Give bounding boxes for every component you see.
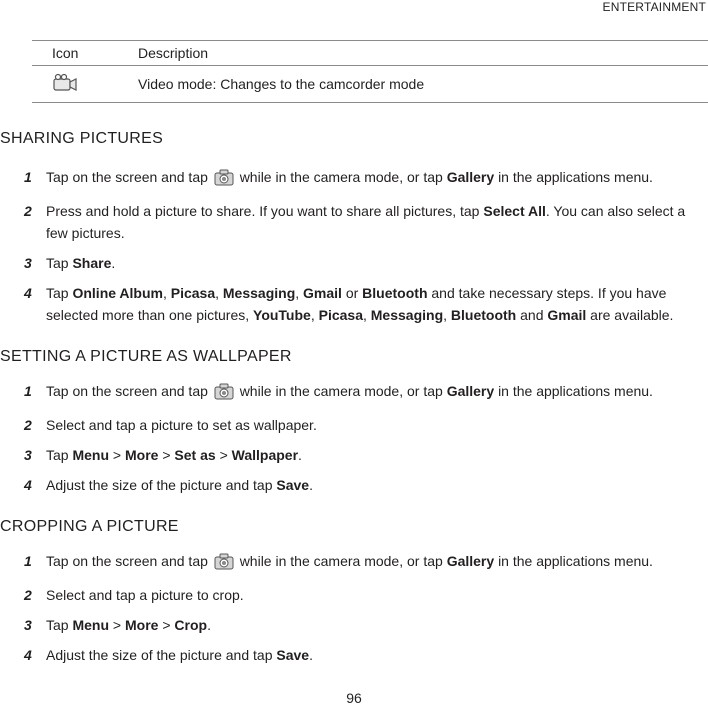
step-number: 2 xyxy=(24,417,32,433)
list-item: 2 Press and hold a picture to share. If you want to share all pictures, tap Select All. You can also select a few pictures. xyxy=(0,200,708,244)
section-title-cropping: CROPPING A PICTURE xyxy=(0,518,179,535)
list-item: 3 Tap Share. xyxy=(0,252,708,274)
list-item: 1 Tap on the screen and tap while in the camera mode, or tap Gallery in the applications menu. xyxy=(0,550,708,576)
camera-icon xyxy=(214,382,234,406)
list-item: 4 Adjust the size of the picture and tap Save. xyxy=(0,644,708,666)
step-number: 4 xyxy=(24,647,32,663)
icon-description-table xyxy=(32,40,708,103)
step-number: 4 xyxy=(24,285,32,301)
chapter-label: ENTERTAINMENT xyxy=(602,0,706,14)
camera-icon xyxy=(214,552,234,576)
column-header-icon: Icon xyxy=(32,41,138,66)
step-number: 3 xyxy=(24,255,32,271)
step-number: 3 xyxy=(24,447,32,463)
step-number: 4 xyxy=(24,477,32,493)
step-number: 1 xyxy=(24,383,32,399)
section-title-sharing: SHARING PICTURES xyxy=(0,130,164,147)
table-cell-description: Video mode: Changes to the camcorder mode xyxy=(138,66,708,103)
table-cell-icon xyxy=(32,66,138,103)
table-header-row xyxy=(32,41,708,66)
sharing-steps xyxy=(0,166,708,334)
list-item: 1 Tap on the screen and tap while in the camera mode, or tap Gallery in the applications menu. xyxy=(0,166,708,192)
list-item: 3 Tap Menu > More > Set as > Wallpaper. xyxy=(0,444,708,466)
column-header-description: Description xyxy=(138,41,708,66)
step-number: 1 xyxy=(24,169,32,185)
list-item: 2 Select and tap a picture to set as wallpaper. xyxy=(0,414,708,436)
section-title-wallpaper: SETTING A PICTURE AS WALLPAPER xyxy=(0,348,292,365)
step-number: 2 xyxy=(24,203,32,219)
wallpaper-steps xyxy=(0,380,708,504)
list-item: 4 Tap Online Album, Picasa, Messaging, Gmail or Bluetooth and take necessary steps. If you have selected more than one pictures, YouTube, Picasa, Messaging, Bluetooth and Gmail are available. xyxy=(0,282,708,326)
list-item: 2 Select and tap a picture to crop. xyxy=(0,584,708,606)
page-number: 96 xyxy=(346,690,362,706)
table-row xyxy=(32,66,708,103)
cropping-steps xyxy=(0,550,708,674)
step-number: 2 xyxy=(24,587,32,603)
camcorder-icon xyxy=(52,80,78,96)
list-item: 4 Adjust the size of the picture and tap Save. xyxy=(0,474,708,496)
step-number: 3 xyxy=(24,617,32,633)
camera-icon xyxy=(214,168,234,192)
step-number: 1 xyxy=(24,553,32,569)
list-item: 3 Tap Menu > More > Crop. xyxy=(0,614,708,636)
list-item: 1 Tap on the screen and tap while in the camera mode, or tap Gallery in the applications menu. xyxy=(0,380,708,406)
